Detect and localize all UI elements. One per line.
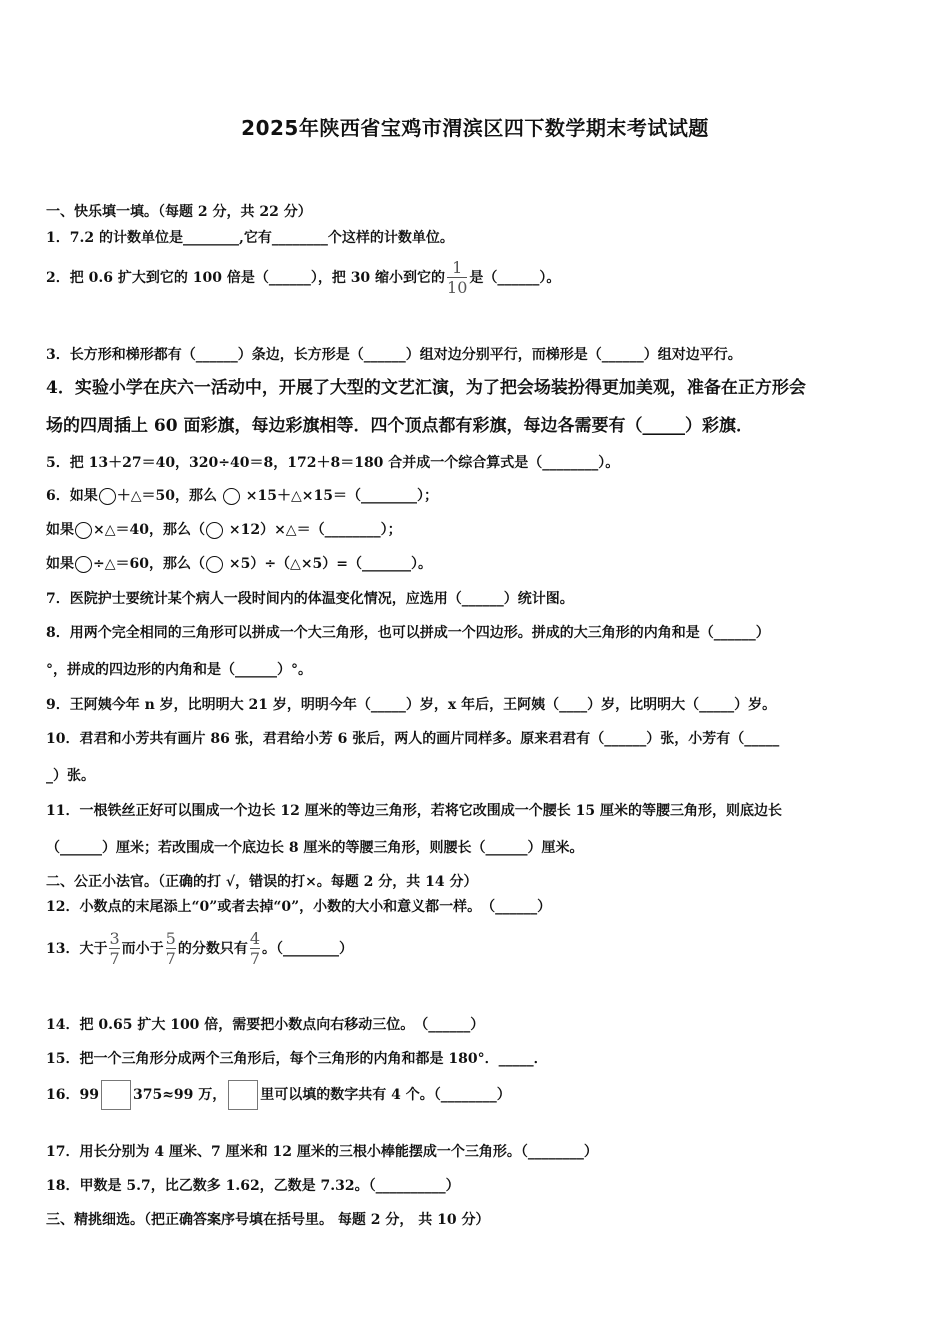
q6-text: 6．如果 — [46, 488, 98, 504]
question-4-line-1: 4．实验小学在庆六一活动中，开展了大型的文艺汇演，为了把会场装扮得更加美观，准备在正方形会 — [46, 378, 806, 398]
circle-icon — [75, 522, 92, 539]
question-4-line-2: 场的四周插上 60 面彩旗，每边彩旗相等．四个顶点都有彩旗，每边各需要有（_____）彩旗． — [46, 416, 753, 436]
question-11-line-2: （______）厘米；若改围成一个底边长 8 厘米的等腰三角形，则腰长（______）厘米。 — [46, 840, 584, 856]
section-3-heading: 三、精挑细选。（把正确答案序号填在括号里。 每题 2 分， 共 10 分） — [46, 1212, 490, 1228]
q6-text: ＋△＝50，那么 — [116, 488, 217, 504]
q13-text: 的分数只有 — [177, 941, 248, 957]
q6-text: 如果 — [46, 522, 74, 538]
q16-text: 16．99 — [46, 1087, 99, 1103]
question-6-line-2 — [46, 521, 402, 539]
question-6-line-1 — [46, 487, 438, 505]
circle-icon — [206, 522, 223, 539]
question-5: 5．把 13＋27＝40，320÷40＝8，172＋8＝180 合并成一个综合算式是（________）。 — [46, 455, 620, 471]
q6-text: ×△＝40，那么（ — [93, 522, 205, 538]
question-3: 3．长方形和梯形都有（______）条边，长方形是（______）组对边分别平行，而梯形是（______）组对边平行。 — [46, 347, 742, 363]
circle-icon — [99, 488, 116, 505]
fraction-numerator: 1 — [452, 258, 463, 277]
fraction-denominator: 10 — [447, 278, 468, 297]
fraction-denominator: 7 — [249, 949, 261, 968]
fraction-4-7 — [250, 930, 260, 968]
q13-text: 而小于 — [121, 941, 164, 957]
fraction-numerator: 3 — [109, 929, 120, 948]
fraction-denominator: 7 — [109, 949, 120, 968]
question-10-line-2: _）张。 — [46, 768, 95, 784]
question-12: 12．小数点的末尾添上“0”或者去掉“0”，小数的大小和意义都一样。 （______） — [46, 899, 552, 915]
question-8-line-1: 8．用两个完全相同的三角形可以拼成一个大三角形，也可以拼成一个四边形。拼成的大三角形的内角和是（______） — [46, 625, 770, 641]
q13-text: 。（________） — [262, 941, 354, 957]
q6-text: ×12）×△＝（________）； — [228, 522, 402, 538]
fraction-1-10 — [447, 259, 467, 297]
blank-box[interactable] — [228, 1080, 258, 1110]
question-13 — [46, 930, 353, 968]
question-14: 14．把 0.65 扩大 100 倍，需要把小数点向右移动三位。 （______） — [46, 1017, 485, 1033]
q6-text: ×5）÷（△×5）=（_______）。 — [228, 556, 433, 572]
circle-icon — [75, 556, 92, 573]
question-16 — [46, 1080, 511, 1110]
fraction-5-7 — [166, 930, 176, 968]
q16-text: 375≈99 万， — [132, 1087, 227, 1103]
circle-icon — [223, 488, 240, 505]
q13-text: 13．大于 — [46, 941, 108, 957]
fraction-numerator: 4 — [249, 929, 261, 948]
question-10-line-1: 10．君君和小芳共有画片 86 张，君君给小芳 6 张后，两人的画片同样多。原来君君有（______）张，小芳有（_____ — [46, 731, 780, 747]
question-18: 18．甲数是 5.7，比乙数多 1.62，乙数是 7.32。（__________） — [46, 1178, 460, 1194]
fraction-denominator: 7 — [165, 949, 176, 968]
section-2-heading: 二、公正小法官。（正确的打 √，错误的打×。每题 2 分，共 14 分） — [46, 874, 478, 890]
question-8-line-2: °，拼成的四边形的内角和是（______）°。 — [46, 662, 312, 678]
q6-text: 如果 — [46, 556, 74, 572]
question-1: 1．7.2 的计数单位是________,它有________个这样的计数单位。 — [46, 230, 454, 246]
q16-text: 里可以填的数字共有 4 个。（________） — [260, 1087, 511, 1103]
question-7: 7．医院护士要统计某个病人一段时间内的体温变化情况，应选用（______）统计图。 — [46, 591, 574, 607]
question-2-text-a: 2．把 0.6 扩大到它的 100 倍是（______），把 30 缩小到它的 — [46, 270, 446, 286]
fraction-3-7 — [109, 930, 119, 968]
question-9: 9．王阿姨今年 n 岁，比明明大 21 岁，明明今年（_____）岁，x 年后，王阿姨（____）岁，比明明大（_____）岁。 — [46, 697, 777, 713]
page-title: 2025年陕西省宝鸡市渭滨区四下数学期末考试试题 — [241, 116, 709, 140]
fraction-numerator: 5 — [165, 929, 176, 948]
question-15: 15．把一个三角形分成两个三角形后，每个三角形的内角和都是 180°．_____． — [46, 1051, 548, 1067]
section-1-heading: 一、快乐填一填。（每题 2 分，共 22 分） — [46, 204, 312, 220]
q6-text: ÷△＝60，那么（ — [93, 556, 205, 572]
question-17: 17．用长分别为 4 厘米、7 厘米和 12 厘米的三根小棒能摆成一个三角形。（________） — [46, 1144, 598, 1160]
question-2-text-b: 是（______）。 — [469, 270, 561, 286]
circle-icon — [206, 556, 223, 573]
question-11-line-1: 11．一根铁丝正好可以围成一个边长 12 厘米的等边三角形，若将它改围成一个腰长 15 厘米的等腰三角形，则底边长 — [46, 803, 782, 819]
blank-box[interactable] — [101, 1080, 131, 1110]
question-2 — [46, 259, 560, 297]
q6-text: ×15＋△×15＝（________）； — [245, 488, 438, 504]
question-6-line-3 — [46, 555, 432, 573]
